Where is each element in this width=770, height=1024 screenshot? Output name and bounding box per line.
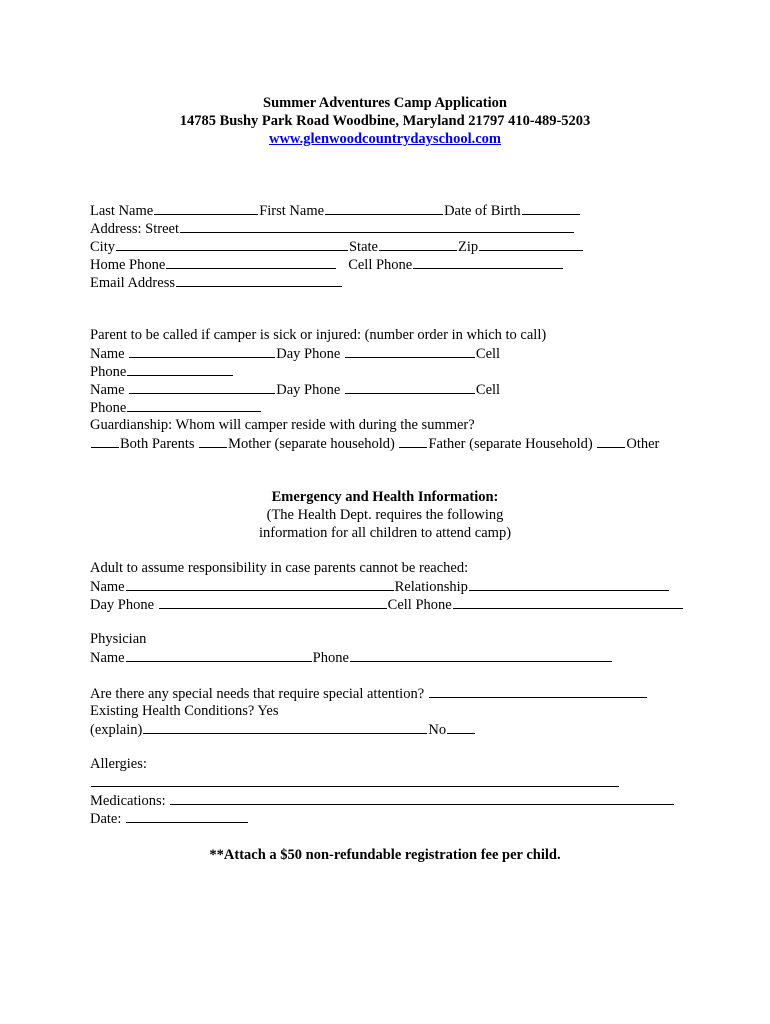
zip-field[interactable]	[479, 237, 583, 251]
no-label: No	[428, 722, 447, 738]
adult-name-label: Name	[90, 579, 125, 595]
city-field[interactable]	[116, 237, 348, 251]
phone-row	[90, 255, 564, 273]
adult-cell-phone-field[interactable]	[453, 595, 683, 609]
other-blank[interactable]	[597, 434, 625, 448]
parent-1-name-label: Name	[90, 346, 125, 362]
email-label: Email Address	[90, 275, 175, 291]
fee-note: **Attach a $50 non-refundable registration fee per child.	[209, 847, 561, 863]
relationship-label: Relationship	[394, 579, 468, 595]
adult-day-phone-label: Day Phone	[90, 597, 155, 613]
option-other: Other	[626, 436, 660, 452]
parent-2-day-phone-label: Day Phone	[276, 382, 341, 398]
explain-field[interactable]	[143, 720, 427, 734]
email-field[interactable]	[176, 273, 342, 287]
cell-phone-label: Cell Phone	[348, 257, 413, 273]
first-name-label: First Name	[259, 203, 325, 219]
special-needs-label: Are there any special needs that require special attention?	[90, 686, 425, 702]
both-parents-blank[interactable]	[91, 434, 119, 448]
parent-1-phone-label: Phone	[90, 364, 127, 380]
physician-phone-field[interactable]	[350, 648, 612, 662]
parent-1-phone-row	[90, 362, 234, 380]
physician-phone-label: Phone	[312, 650, 349, 666]
special-needs-field[interactable]	[429, 684, 647, 698]
physician-row	[90, 648, 613, 666]
home-phone-label: Home Phone	[90, 257, 166, 273]
city-label: City	[90, 239, 115, 255]
date-field[interactable]	[126, 809, 248, 823]
email-row	[90, 273, 343, 291]
option-father: Father (separate Household)	[428, 436, 593, 452]
state-field[interactable]	[379, 237, 457, 251]
parent-2-phone-row	[90, 398, 262, 416]
parent-2-row	[90, 380, 500, 398]
adult-name-field[interactable]	[126, 577, 394, 591]
option-both-parents: Both Parents	[120, 436, 195, 452]
adult-day-phone-field[interactable]	[159, 595, 387, 609]
parent-2-day-phone-field[interactable]	[345, 380, 475, 394]
special-needs-row	[90, 684, 648, 702]
adult-intro: Adult to assume responsibility in case parents cannot be reached:	[90, 560, 469, 576]
form-title: Summer Adventures Camp Application	[263, 95, 507, 111]
parent-1-cell-label: Cell	[475, 346, 501, 362]
zip-label: Zip	[457, 239, 479, 255]
website-link[interactable]: www.glenwoodcountrydayschool.com	[268, 131, 501, 147]
parent-intro: Parent to be called if camper is sick or injured: (number order in which to call)	[90, 327, 547, 343]
emergency-heading: Emergency and Health Information:	[271, 489, 499, 505]
parent-1-name-field[interactable]	[129, 344, 275, 358]
last-name-label: Last Name	[90, 203, 154, 219]
date-row	[90, 809, 249, 827]
medications-field[interactable]	[170, 791, 674, 805]
camp-address: 14785 Bushy Park Road Woodbine, Maryland 21797 410-489-5203	[179, 113, 591, 129]
option-mother: Mother (separate household)	[228, 436, 395, 452]
physician-name-field[interactable]	[126, 648, 312, 662]
guardianship-question: Guardianship: Whom will camper reside with during the summer?	[90, 417, 475, 433]
parent-2-cell-label: Cell	[475, 382, 501, 398]
date-label: Date:	[90, 811, 122, 827]
home-phone-field[interactable]	[166, 255, 336, 269]
parent-1-cell-field[interactable]	[127, 362, 233, 376]
health-note-line-1: (The Health Dept. requires the following	[266, 507, 504, 523]
cell-phone-field[interactable]	[413, 255, 563, 269]
no-field[interactable]	[447, 720, 475, 734]
adult-phone-row	[90, 595, 684, 613]
allergies-row	[90, 773, 620, 791]
mother-blank[interactable]	[199, 434, 227, 448]
parent-2-name-field[interactable]	[129, 380, 275, 394]
parent-2-name-label: Name	[90, 382, 125, 398]
dob-label: Date of Birth	[444, 203, 521, 219]
dob-field[interactable]	[522, 201, 580, 215]
father-blank[interactable]	[399, 434, 427, 448]
address-row	[90, 219, 575, 237]
guardianship-options	[90, 434, 659, 452]
adult-cell-phone-label: Cell Phone	[387, 597, 452, 613]
last-name-field[interactable]	[154, 201, 258, 215]
parent-1-day-phone-field[interactable]	[345, 344, 475, 358]
parent-1-day-phone-label: Day Phone	[276, 346, 341, 362]
allergies-field[interactable]	[91, 773, 619, 787]
health-note-line-2: information for all children to attend camp)	[258, 525, 512, 541]
address-street-label: Address: Street	[90, 221, 179, 237]
explain-row	[90, 720, 476, 738]
adult-name-row	[90, 577, 670, 595]
explain-label: (explain)	[90, 722, 143, 738]
physician-name-label: Name	[90, 650, 125, 666]
address-street-field[interactable]	[180, 219, 574, 233]
parent-1-row	[90, 344, 500, 362]
relationship-field[interactable]	[469, 577, 669, 591]
first-name-field[interactable]	[325, 201, 443, 215]
camper-name-row	[90, 201, 581, 219]
medications-label: Medications:	[90, 793, 166, 809]
medications-row	[90, 791, 675, 809]
website-line	[0, 130, 770, 148]
parent-2-cell-field[interactable]	[127, 398, 261, 412]
city-row	[90, 237, 584, 255]
allergies-label: Allergies:	[90, 756, 147, 772]
physician-label: Physician	[90, 631, 147, 647]
parent-2-phone-label: Phone	[90, 400, 127, 416]
state-label: State	[348, 239, 378, 255]
health-conditions-label: Existing Health Conditions? Yes	[90, 703, 279, 719]
